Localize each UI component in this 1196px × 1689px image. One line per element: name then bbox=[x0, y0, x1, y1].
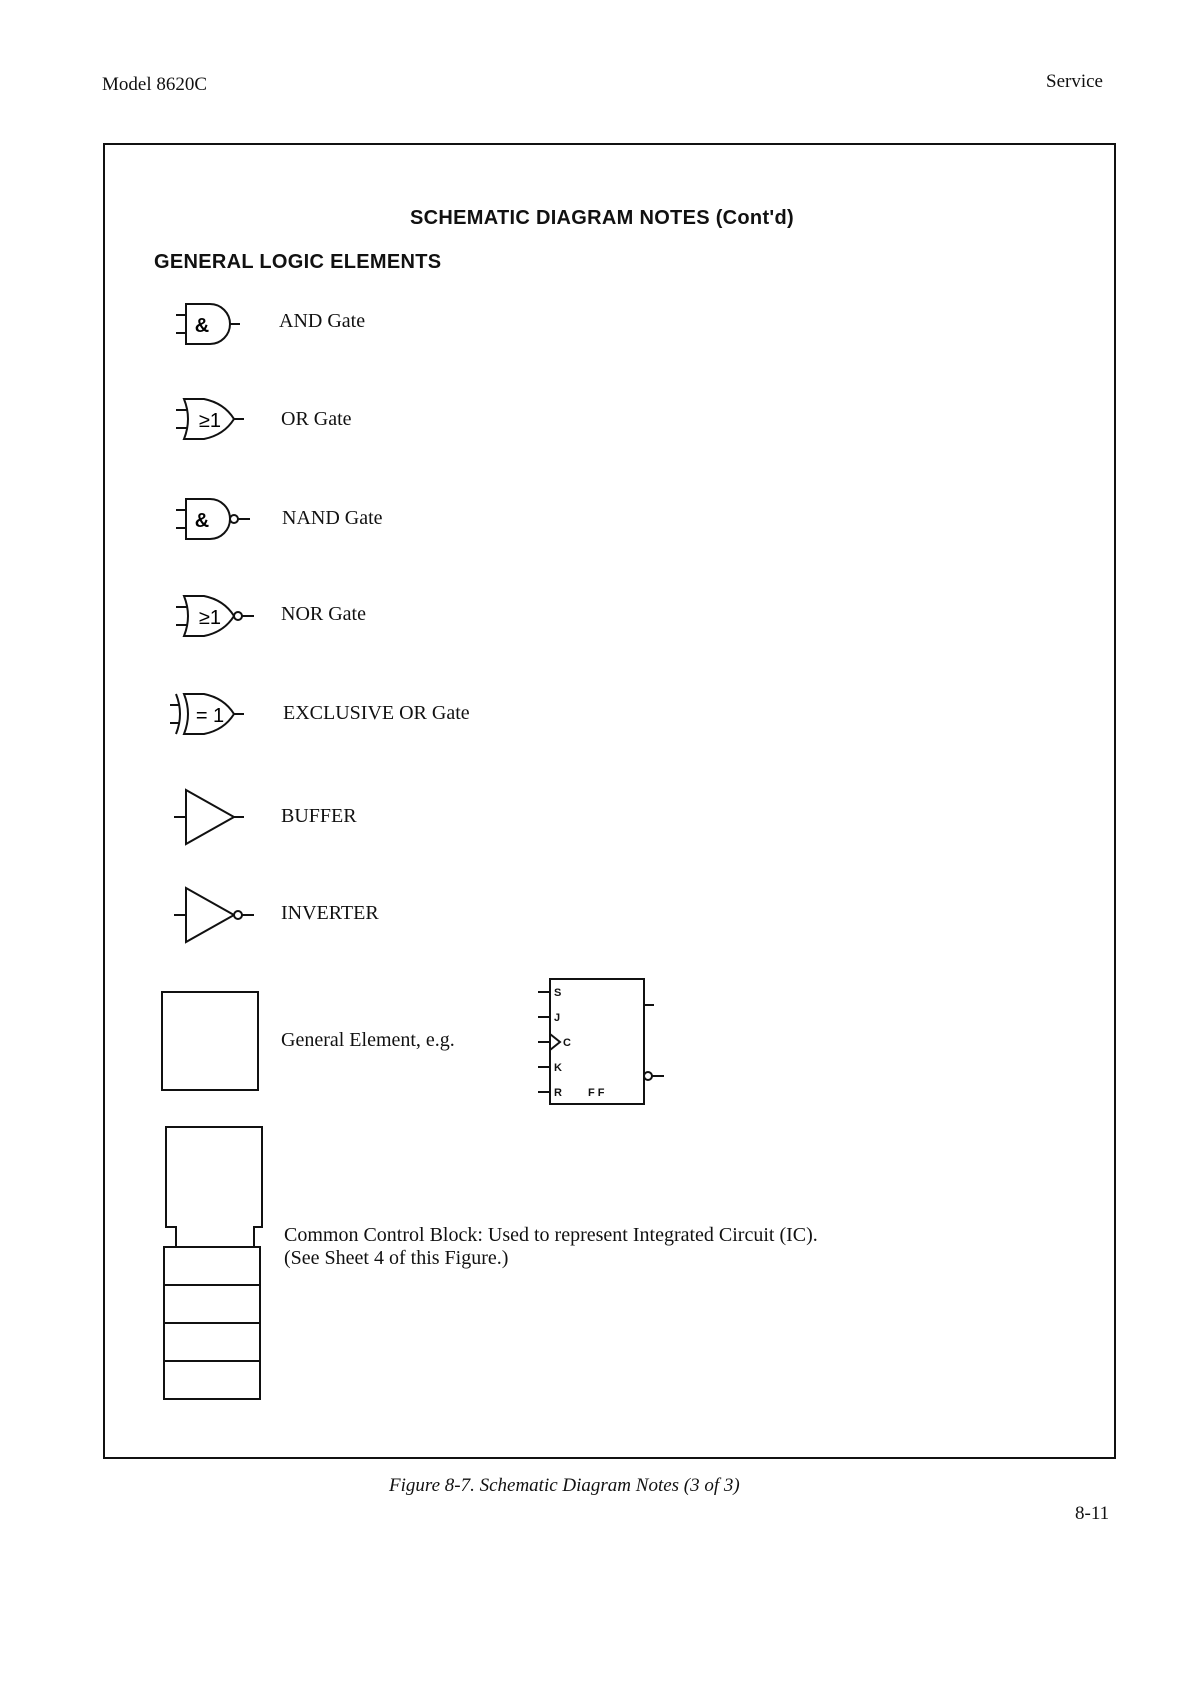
page-number: 8-11 bbox=[1075, 1503, 1110, 1524]
nor-gate-label: NOR Gate bbox=[281, 603, 366, 625]
common-control-block-symbol bbox=[158, 1125, 268, 1410]
flip-flop-symbol bbox=[530, 975, 670, 1110]
xor-gate-label: EXCLUSIVE OR Gate bbox=[283, 702, 470, 724]
ff-input-c: C bbox=[563, 1037, 571, 1049]
buffer-symbol bbox=[170, 786, 260, 848]
or-gate-symbol bbox=[172, 395, 252, 445]
or-symbol-text: ≥1 bbox=[198, 410, 222, 432]
and-gate-symbol bbox=[172, 300, 252, 350]
common-control-line-1: Common Control Block: Used to represent Integrated Circuit (IC). bbox=[284, 1224, 818, 1246]
ff-input-r: R bbox=[554, 1087, 562, 1099]
header-model: Model 8620C bbox=[102, 74, 208, 95]
xor-gate-symbol bbox=[168, 690, 258, 740]
header-section: Service bbox=[1046, 71, 1103, 92]
or-gate-label: OR Gate bbox=[281, 408, 352, 430]
nand-gate-label: NAND Gate bbox=[282, 507, 383, 529]
and-symbol-text: & bbox=[194, 315, 210, 337]
buffer-label: BUFFER bbox=[281, 805, 357, 827]
section-title: GENERAL LOGIC ELEMENTS bbox=[154, 251, 442, 273]
general-element-label: General Element, e.g. bbox=[281, 1029, 455, 1051]
xor-symbol-text: = 1 bbox=[195, 705, 225, 727]
nor-gate-symbol bbox=[172, 592, 262, 642]
ff-input-j: J bbox=[554, 1012, 561, 1024]
inverter-symbol bbox=[170, 884, 260, 946]
inverter-label: INVERTER bbox=[281, 902, 379, 924]
general-element-symbol bbox=[160, 990, 260, 1092]
nand-gate-symbol bbox=[172, 495, 262, 545]
ff-input-k: K bbox=[554, 1062, 562, 1074]
common-control-line-2: (See Sheet 4 of this Figure.) bbox=[284, 1247, 509, 1269]
figure-caption: Figure 8-7. Schematic Diagram Notes (3 of 3) bbox=[389, 1475, 740, 1496]
nor-symbol-text: ≥1 bbox=[198, 607, 222, 629]
nand-symbol-text: & bbox=[194, 510, 210, 532]
and-gate-label: AND Gate bbox=[279, 310, 366, 332]
common-control-description bbox=[284, 1224, 818, 1270]
ff-input-s: S bbox=[554, 987, 562, 999]
page-title: SCHEMATIC DIAGRAM NOTES (Cont'd) bbox=[410, 207, 794, 229]
ff-label: F F bbox=[588, 1087, 605, 1099]
